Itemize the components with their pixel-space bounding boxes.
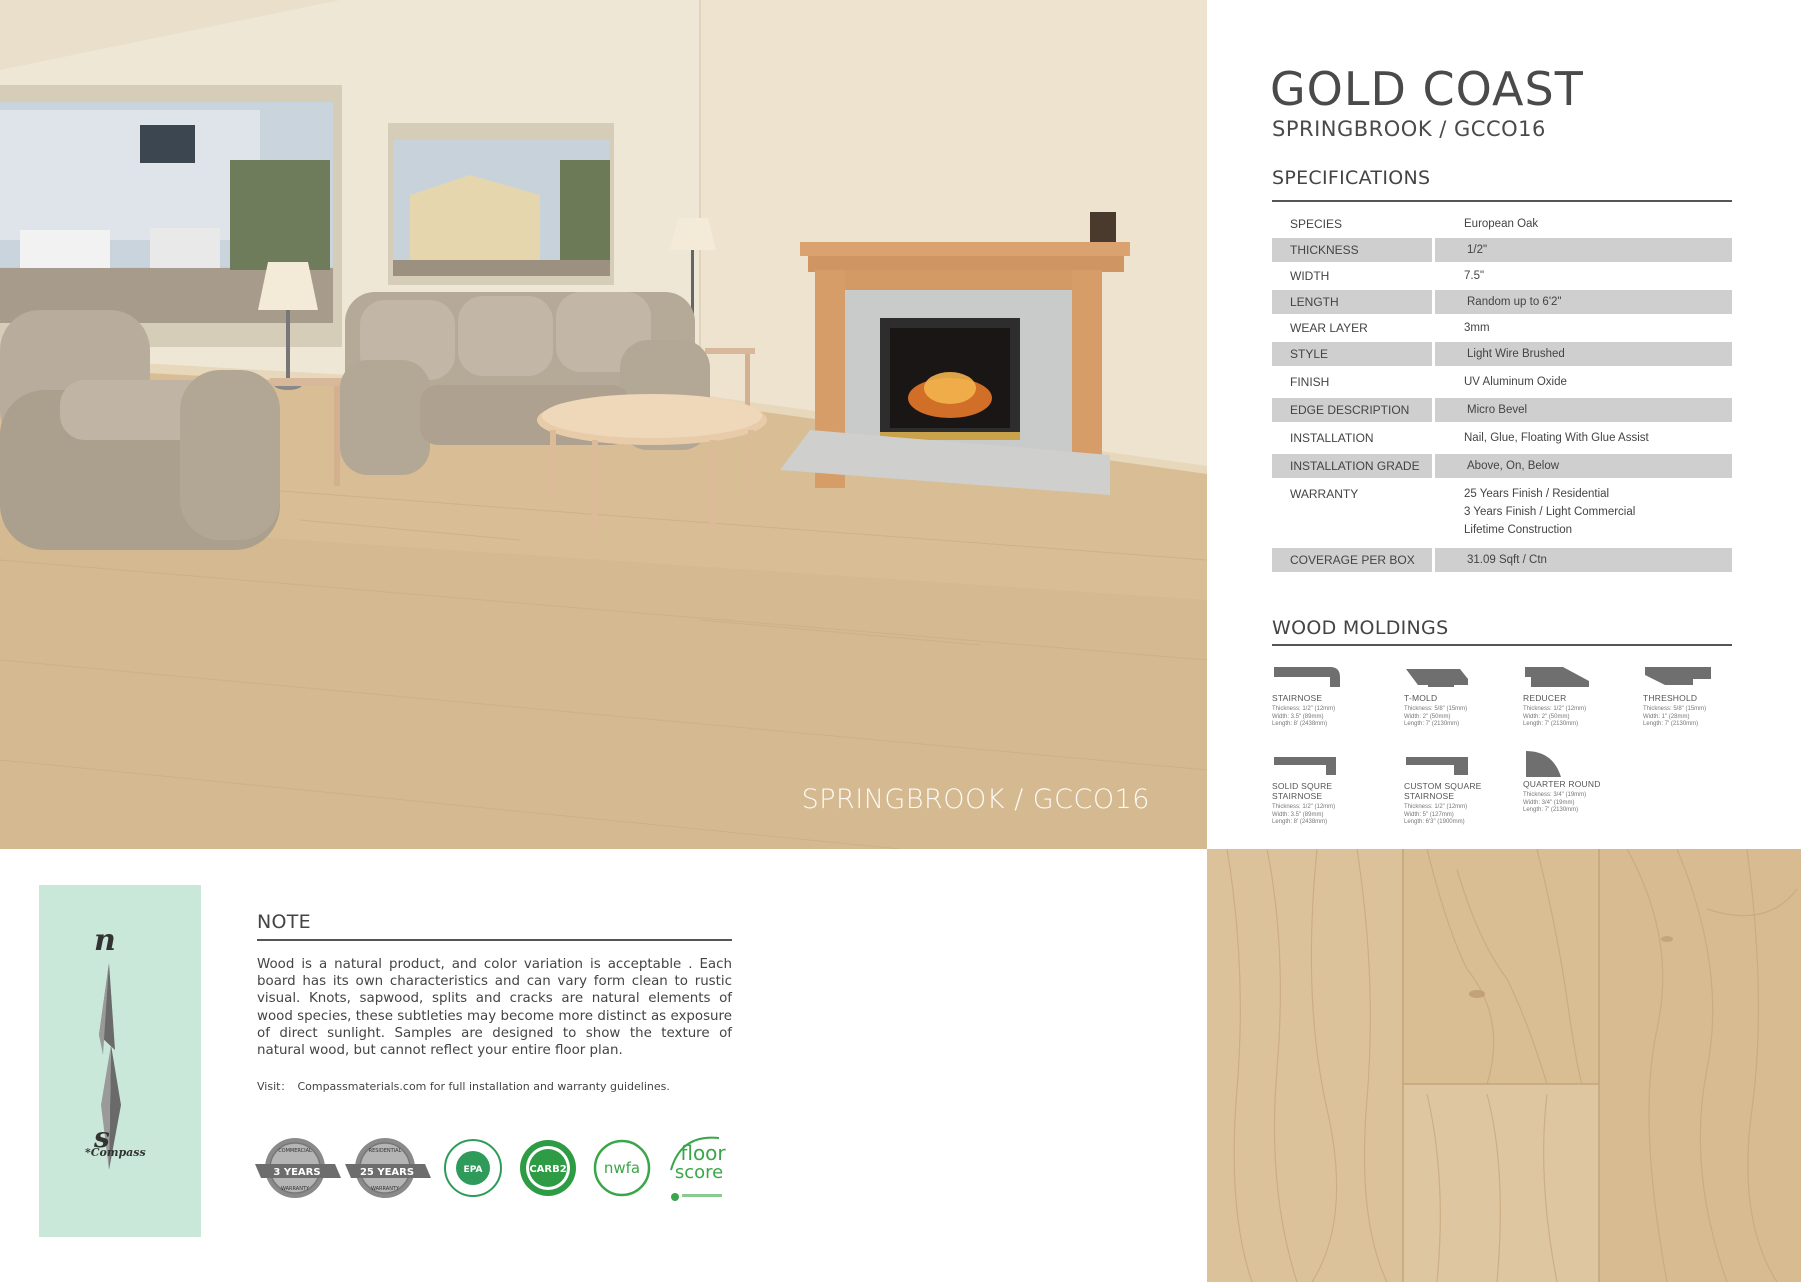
molding-spec-line: Width: 3.5" (89mm)	[1272, 811, 1324, 818]
molding-spec-line: Length: 7' (2130mm)	[1643, 721, 1699, 727]
visit-label: Visit：	[257, 1080, 292, 1093]
molding-spec-line: Width: 1" (28mm)	[1643, 713, 1690, 720]
product-subtitle: SPRINGBROOK / GCCO16	[1272, 117, 1546, 141]
spec-value: 31.09 Sqft / Ctn	[1435, 548, 1732, 572]
spec-value: Micro Bevel	[1435, 398, 1732, 422]
spec-label: COVERAGE PER BOX	[1272, 548, 1432, 572]
epa-badge	[441, 1136, 505, 1200]
molding-specs	[1523, 792, 1633, 815]
molding-specs	[1404, 804, 1514, 827]
spec-value: 3mm	[1464, 322, 1490, 334]
molding-spec-line: Thickness: 1/2" (12mm)	[1523, 706, 1587, 712]
molding-solid-square-stairnose	[1272, 753, 1382, 827]
warranty-line: 3 Years Finish / Light Commercial	[1464, 506, 1636, 518]
molding-specs	[1272, 804, 1382, 827]
molding-stairnose	[1272, 665, 1382, 729]
molding-custom-square-stairnose	[1404, 753, 1514, 827]
molding-name: T-MOLD	[1404, 693, 1438, 703]
molding-quarter-round	[1523, 749, 1633, 815]
molding-threshold	[1643, 665, 1753, 729]
spec-value	[1432, 480, 1732, 544]
note-heading: NOTE	[257, 911, 311, 933]
wood-texture	[1207, 849, 1801, 1282]
t-mold-icon	[1404, 665, 1474, 689]
badge-bottom-text: WARRANTY	[370, 1186, 400, 1192]
spec-row-species	[1272, 212, 1732, 236]
molding-specs	[1404, 706, 1514, 729]
molding-name: REDUCER	[1523, 693, 1567, 703]
molding-spec-line: Length: 6'3" (1900mm)	[1404, 819, 1465, 825]
warranty-line: Lifetime Construction	[1464, 524, 1573, 536]
molding-spec-line: Width: 2" (50mm)	[1404, 713, 1451, 720]
certification-badges	[253, 1130, 753, 1210]
molding-reducer	[1523, 665, 1633, 729]
spec-row-length	[1272, 290, 1732, 314]
spec-value: Nail, Glue, Floating With Glue Assist	[1464, 432, 1649, 444]
spec-value: 1/2"	[1435, 238, 1732, 262]
badge-main-text: 25 YEARS	[359, 1167, 415, 1178]
stairnose-icon	[1272, 665, 1342, 689]
molding-spec-line: Length: 8' (2438mm)	[1272, 819, 1328, 825]
spec-row-installation	[1272, 426, 1732, 450]
spec-value: Random up to 6'2"	[1435, 290, 1732, 314]
molding-spec-line: Width: 3.5" (89mm)	[1272, 713, 1324, 720]
spec-value: 7.5"	[1464, 270, 1485, 282]
visit-line	[257, 1078, 676, 1094]
spec-label: EDGE DESCRIPTION	[1272, 398, 1432, 422]
spec-value: UV Aluminum Oxide	[1464, 376, 1567, 388]
spec-label: WEAR LAYER	[1290, 321, 1368, 335]
badge-bottom-text: WARRANTY	[280, 1186, 310, 1192]
molding-spec-line: Thickness: 1/2" (12mm)	[1272, 706, 1336, 712]
warranty-line: 25 Years Finish / Residential	[1464, 488, 1610, 500]
quarter-round-icon	[1523, 749, 1593, 779]
room-illustration	[0, 0, 1207, 849]
reducer-icon	[1523, 665, 1593, 689]
spec-label: LENGTH	[1272, 290, 1432, 314]
spec-row-thickness	[1272, 238, 1732, 262]
molding-spec-line: Thickness: 5/8" (15mm)	[1404, 706, 1468, 712]
room-photo	[0, 0, 1207, 849]
specifications-heading: SPECIFICATIONS	[1272, 167, 1431, 189]
molding-name: STAIRNOSE	[1272, 693, 1323, 703]
spec-row-edge	[1272, 398, 1732, 422]
spec-row-width	[1272, 264, 1732, 288]
spec-row-coverage	[1272, 548, 1732, 572]
spec-label: SPECIES	[1290, 217, 1343, 231]
spec-row-warranty	[1272, 480, 1732, 544]
spec-value: Light Wire Brushed	[1435, 342, 1732, 366]
product-title: GOLD COAST	[1270, 62, 1584, 116]
brand-wordmark: *Compass	[85, 1146, 146, 1159]
spec-label: WIDTH	[1290, 269, 1330, 283]
photo-caption: SPRINGBROOK / GCCO16	[801, 784, 1150, 815]
badge-top-text: RESIDENTIAL	[368, 1148, 402, 1154]
fireplace	[780, 212, 1130, 495]
molding-name: QUARTER ROUND	[1523, 779, 1601, 789]
molding-spec-line: Width: 3/4" (19mm)	[1523, 799, 1575, 806]
badge-sub-text: score	[674, 1162, 724, 1183]
residential-warranty-badge	[343, 1130, 433, 1205]
spec-row-installation-grade	[1272, 454, 1732, 478]
molding-t-mold	[1404, 665, 1514, 729]
badge-main-text: floor	[680, 1141, 726, 1165]
moldings-rule	[1272, 644, 1732, 646]
note-body: Wood is a natural product, and color variation is acceptable . Each board has its own characteristics and can vary form clean to rustic visual. Knots, sapwood, splits and cracks are natural elements of wood species, these subtleties may become more distinct as exposure of direct sunlight. Samples are designed to show the texture of natural wood, but cannot reflect your entire floor plan.	[257, 957, 732, 1059]
nwfa-badge	[590, 1136, 654, 1200]
spec-label: FINISH	[1290, 375, 1330, 389]
spec-value: European Oak	[1464, 218, 1539, 230]
molding-specs	[1523, 706, 1633, 729]
molding-spec-line: Width: 2" (50mm)	[1523, 713, 1570, 720]
molding-spec-line: Thickness: 5/8" (15mm)	[1643, 706, 1707, 712]
spec-label: INSTALLATION GRADE	[1272, 454, 1432, 478]
molding-spec-line: Thickness: 1/2" (12mm)	[1272, 804, 1336, 810]
molding-name: CUSTOM SQUARE STAIRNOSE	[1404, 781, 1482, 801]
spec-row-wear-layer	[1272, 316, 1732, 340]
molding-spec-line: Thickness: 1/2" (12mm)	[1404, 804, 1468, 810]
spec-row-style	[1272, 342, 1732, 366]
spec-row-finish	[1272, 370, 1732, 394]
molding-spec-line: Length: 7' (2130mm)	[1523, 807, 1579, 813]
spec-label: INSTALLATION	[1290, 431, 1374, 445]
badge-main-text: nwfa	[603, 1159, 641, 1177]
carb2-badge	[516, 1136, 580, 1200]
square-stairnose-icon	[1272, 753, 1342, 777]
spec-label: WARRANTY	[1290, 487, 1359, 501]
logo-letter-s: s	[94, 1121, 110, 1154]
commercial-warranty-badge	[253, 1130, 343, 1205]
spec-table	[1272, 212, 1732, 572]
molding-name: THRESHOLD	[1643, 693, 1698, 703]
threshold-icon	[1643, 665, 1713, 689]
brand-logo-card	[39, 885, 201, 1237]
spec-value: Above, On, Below	[1435, 454, 1732, 478]
badge-main-text: CARB2	[529, 1164, 567, 1175]
molding-specs	[1643, 706, 1753, 729]
compass-logo	[39, 885, 201, 1237]
moldings-heading: WOOD MOLDINGS	[1272, 617, 1449, 639]
molding-specs	[1272, 706, 1382, 729]
custom-stairnose-icon	[1404, 753, 1474, 777]
note-rule	[257, 939, 732, 941]
spec-label: STYLE	[1272, 342, 1432, 366]
badge-main-text: 3 YEARS	[273, 1167, 321, 1178]
logo-letter-n: n	[94, 923, 116, 958]
molding-spec-line: Thickness: 3/4" (19mm)	[1523, 792, 1587, 798]
wood-sample	[1207, 849, 1801, 1282]
floorscore-badge	[661, 1130, 741, 1205]
spec-label: THICKNESS	[1272, 238, 1432, 262]
specifications-rule	[1272, 200, 1732, 202]
spec-panel	[1207, 0, 1801, 849]
badge-main-text: EPA	[463, 1165, 483, 1175]
molding-name: SOLID SQURE STAIRNOSE	[1272, 781, 1333, 801]
visit-link[interactable]: Compassmaterials.com for full installation and warranty guidelines.	[297, 1080, 670, 1093]
molding-spec-line: Length: 7' (2130mm)	[1404, 721, 1460, 727]
molding-spec-line: Length: 7' (2130mm)	[1523, 721, 1579, 727]
molding-spec-line: Length: 8' (2438mm)	[1272, 721, 1328, 727]
molding-spec-line: Width: 5" (127mm)	[1404, 811, 1454, 818]
badge-top-text: COMMERCIAL	[278, 1148, 312, 1154]
window-right	[388, 123, 614, 285]
